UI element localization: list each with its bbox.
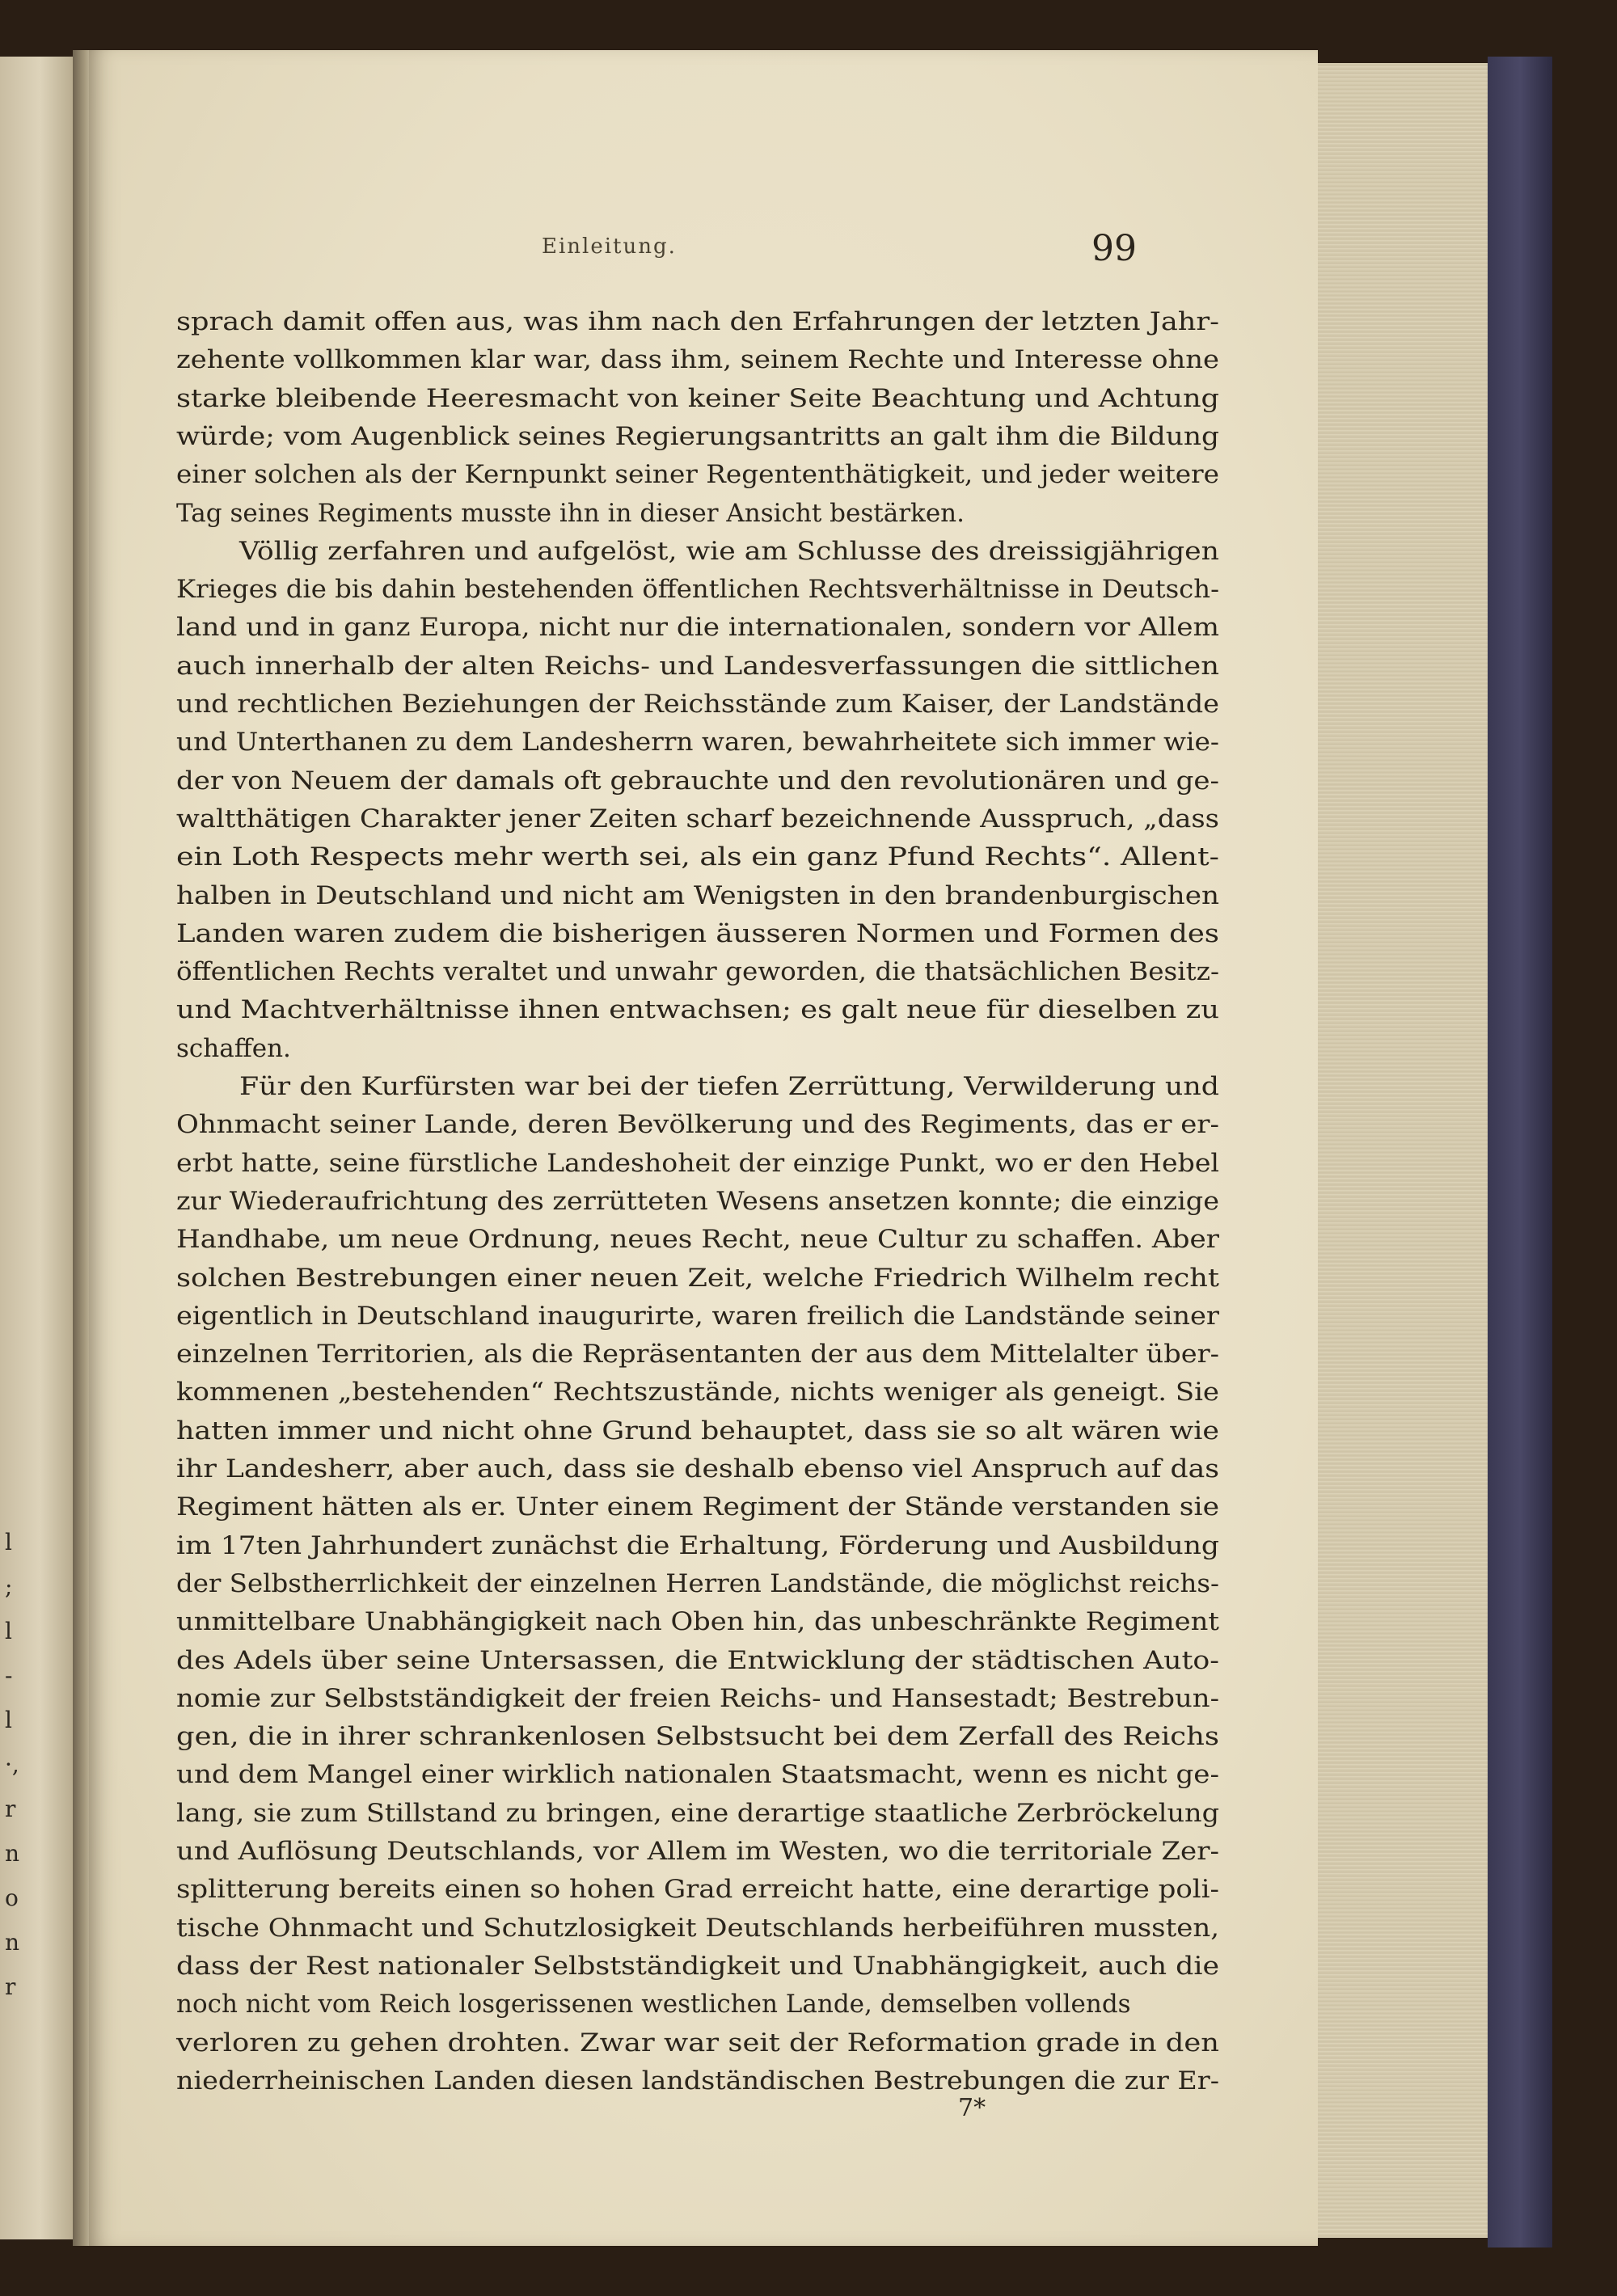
margin-char: - <box>5 1662 13 1689</box>
text-line-content: der von Neuem der damals oft gebrauchte und den revolutionären und ge- <box>176 766 1219 796</box>
text-line <box>176 307 1219 345</box>
margin-char: n <box>5 1840 20 1867</box>
text-line <box>176 1760 1219 1798</box>
book-fore-edge <box>1318 63 1491 2238</box>
text-line-content: zur Wiederaufrichtung des zerrütteten Wesens ansetzen konnte; die einzige <box>176 1186 1219 1216</box>
text-line <box>176 2028 1219 2066</box>
text-line <box>176 1683 1219 1722</box>
text-line-content: Handhabe, um neue Ordnung, neues Recht, neue Cultur zu schaffen. Aber <box>176 1225 1219 1255</box>
text-line-content: zehente vollkommen klar war, dass ihm, seinem Rechte und Interesse ohne <box>176 345 1219 375</box>
text-line-content: einer solchen als der Kernpunkt seiner Regententhätigkeit, und jeder weitere <box>176 460 1219 490</box>
text-line-content: nomie zur Selbstständigkeit der freien Reichs- und Hansestadt; Bestrebun- <box>176 1683 1219 1713</box>
text-line-content: im 17ten Jahrhundert zunächst die Erhaltung, Förderung und Ausbildung <box>176 1530 1219 1560</box>
text-line-content: lang, sie zum Stillstand zu bringen, eine derartige staatliche Zerbröckelung <box>176 1798 1219 1828</box>
margin-char: ; <box>5 1573 13 1600</box>
text-line <box>176 1875 1219 1913</box>
text-line <box>176 613 1219 651</box>
margin-char: r <box>5 1973 16 2000</box>
text-line <box>176 1301 1219 1340</box>
text-line-content: tische Ohnmacht und Schutzlosigkeit Deutschlands herbeiführen mussten, <box>176 1913 1219 1943</box>
margin-char: n <box>5 1929 20 1956</box>
text-line-content: verloren zu gehen drohten. Zwar war seit der Reformation grade in den <box>176 2028 1219 2058</box>
text-line <box>176 1378 1219 1416</box>
text-line <box>176 1263 1219 1302</box>
text-line-content: ein Loth Respects mehr werth sei, als ein ganz Pfund Rechts“. Allent- <box>176 842 1219 872</box>
text-line-content: waltthätigen Charakter jener Zeiten scharf bezeichnende Ausspruch, „dass <box>176 804 1219 834</box>
text-line <box>176 1340 1219 1378</box>
text-line <box>176 1148 1219 1187</box>
book-cover-board <box>1488 57 1552 2247</box>
text-line <box>176 1990 1131 2028</box>
text-line <box>176 728 1219 766</box>
text-line <box>176 1186 1219 1225</box>
page-header <box>89 228 1318 283</box>
text-line <box>176 1492 1220 1530</box>
text-line-content: und rechtlichen Beziehungen der Reichsstände zum Kaiser, der Landstände <box>176 690 1219 719</box>
previous-page-margin-text <box>5 1520 37 2009</box>
text-line-content: kommenen „bestehenden“ Rechtszustände, nichts weniger als geneigt. Sie <box>176 1378 1219 1408</box>
text-line <box>176 766 1219 804</box>
text-line-content: und dem Mangel einer wirklich nationalen Staatsmacht, wenn es nicht ge- <box>176 1760 1219 1790</box>
text-line <box>176 1913 1219 1952</box>
text-line-content: erbt hatte, seine fürstliche Landeshoheit der einzige Punkt, wo er den Hebel <box>176 1148 1219 1178</box>
text-line-content: Landen waren zudem die bisherigen äusseren Normen und Formen des <box>176 918 1219 948</box>
text-line <box>176 1607 1219 1645</box>
text-line-content: sprach damit offen aus, was ihm nach den Erfahrungen der letzten Jahr- <box>176 307 1219 336</box>
text-line <box>176 421 1219 460</box>
text-line <box>176 2066 1219 2104</box>
text-line <box>176 918 1219 957</box>
text-line <box>176 995 1219 1033</box>
text-line-content: würde; vom Augenblick seines Regierungsantritts an galt ihm die Bildung <box>176 421 1219 451</box>
text-line-content: land und in ganz Europa, nicht nur die internationalen, sondern vor Allem <box>176 613 1219 643</box>
text-line <box>176 1530 1219 1569</box>
text-line-content: und Unterthanen zu dem Landesherrn waren, bewahrheitete sich immer wie- <box>176 728 1219 758</box>
text-line-content: unmittelbare Unabhängigkeit nach Oben hin, das unbeschränkte Regiment <box>176 1607 1219 1637</box>
text-line-content: öffentlichen Rechts veraltet und unwahr geworden, die thatsächlichen Besitz- <box>176 957 1220 987</box>
text-line <box>176 842 1219 880</box>
text-line-content: auch innerhalb der alten Reichs- und Landesverfassungen die sittlichen <box>176 651 1219 681</box>
signature-mark: 7* <box>958 2094 986 2122</box>
text-line <box>176 1225 1219 1263</box>
text-line-content: eigentlich in Deutschland inaugurirte, waren freilich die Landstände seiner <box>176 1301 1219 1331</box>
page-number: 99 <box>1091 228 1137 269</box>
text-line <box>176 804 1219 842</box>
text-line <box>176 1837 1219 1875</box>
text-line-content: starke bleibende Heeresmacht von keiner Seite Beachtung und Achtung <box>176 383 1219 413</box>
text-line-content: noch nicht vom Reich losgerissenen westlichen Lande, demselben vollends <box>176 1990 1131 2020</box>
text-line-content: Völlig zerfahren und aufgelöst, wie am Schlusse des dreissigjährigen <box>239 536 1219 566</box>
text-line-content: der Selbstherrlichkeit der einzelnen Herren Landstände, die möglichst reichs- <box>176 1568 1219 1598</box>
margin-char: l <box>5 1707 12 1733</box>
text-line <box>239 1072 1219 1110</box>
text-line <box>176 499 965 537</box>
text-line <box>176 383 1219 422</box>
text-line-content: hatten immer und nicht ohne Grund behauptet, dass sie so alt wären wie <box>176 1416 1219 1446</box>
text-line <box>176 1722 1219 1760</box>
text-line <box>176 1798 1219 1837</box>
margin-char: l <box>5 1618 12 1644</box>
text-line-content: solchen Bestrebungen einer neuen Zeit, welche Friedrich Wilhelm recht <box>176 1263 1219 1293</box>
text-line <box>176 1110 1219 1148</box>
book-page <box>89 50 1318 2246</box>
text-line-content: des Adels über seine Untersassen, die Entwicklung der städtischen Auto- <box>176 1645 1219 1675</box>
text-line-content: Ohnmacht seiner Lande, deren Bevölkerung und des Regiments, das er er- <box>176 1110 1219 1140</box>
text-line-content: und Auflösung Deutschlands, vor Allem im Westen, wo die territoriale Zer- <box>176 1837 1219 1866</box>
text-line-content: gen, die in ihrer schrankenlosen Selbstsucht bei dem Zerfall des Reichs <box>176 1722 1219 1752</box>
running-title: Einleitung. <box>542 234 677 259</box>
text-line <box>239 536 1219 575</box>
text-line-content: ihr Landesherr, aber auch, dass sie deshalb ebenso viel Anspruch auf das <box>176 1454 1220 1484</box>
text-line <box>176 1951 1219 1990</box>
text-line-content: einzelnen Territorien, als die Repräsentanten der aus dem Mittelalter über- <box>176 1340 1219 1370</box>
text-line <box>176 690 1219 728</box>
text-line-content: splitterung bereits einen so hohen Grad erreicht hatte, eine derartige poli- <box>176 1875 1219 1905</box>
text-line <box>176 345 1219 383</box>
text-line <box>176 1416 1219 1454</box>
text-line-content: Regiment hätten als er. Unter einem Regiment der Stände verstanden sie <box>176 1492 1220 1522</box>
text-line-content: schaffen. <box>176 1033 291 1063</box>
text-line-content: und Machtverhältnisse ihnen entwachsen; es galt neue für dieselben zu <box>176 995 1219 1025</box>
text-line-content: dass der Rest nationaler Selbstständigkeit und Unabhängigkeit, auch die <box>176 1951 1219 1981</box>
margin-char: r <box>5 1796 16 1822</box>
text-line-content: halben in Deutschland und nicht am Wenigsten in den brandenburgischen <box>176 880 1219 910</box>
text-line <box>176 1645 1219 1684</box>
text-line <box>176 575 1219 613</box>
text-line <box>176 1454 1220 1492</box>
text-line <box>176 1568 1219 1607</box>
text-line-content: niederrheinischen Landen diesen landständischen Bestrebungen die zur Er- <box>176 2066 1219 2096</box>
text-line <box>176 460 1219 498</box>
text-line <box>176 880 1219 919</box>
text-line-content: Krieges die bis dahin bestehenden öffentlichen Rechtsverhältnisse in Deutsch- <box>176 575 1219 605</box>
text-line <box>176 957 1220 995</box>
margin-char: l <box>5 1529 12 1555</box>
margin-char: ·, <box>5 1751 19 1778</box>
text-line <box>176 1034 291 1072</box>
text-line-content: Tag seines Regiments musste ihn in dieser Ansicht bestärken. <box>176 498 965 528</box>
text-line-content: Für den Kurfürsten war bei der tiefen Zerrüttung, Verwilderung und <box>239 1072 1219 1101</box>
text-line <box>176 651 1219 690</box>
margin-char: o <box>5 1884 19 1911</box>
